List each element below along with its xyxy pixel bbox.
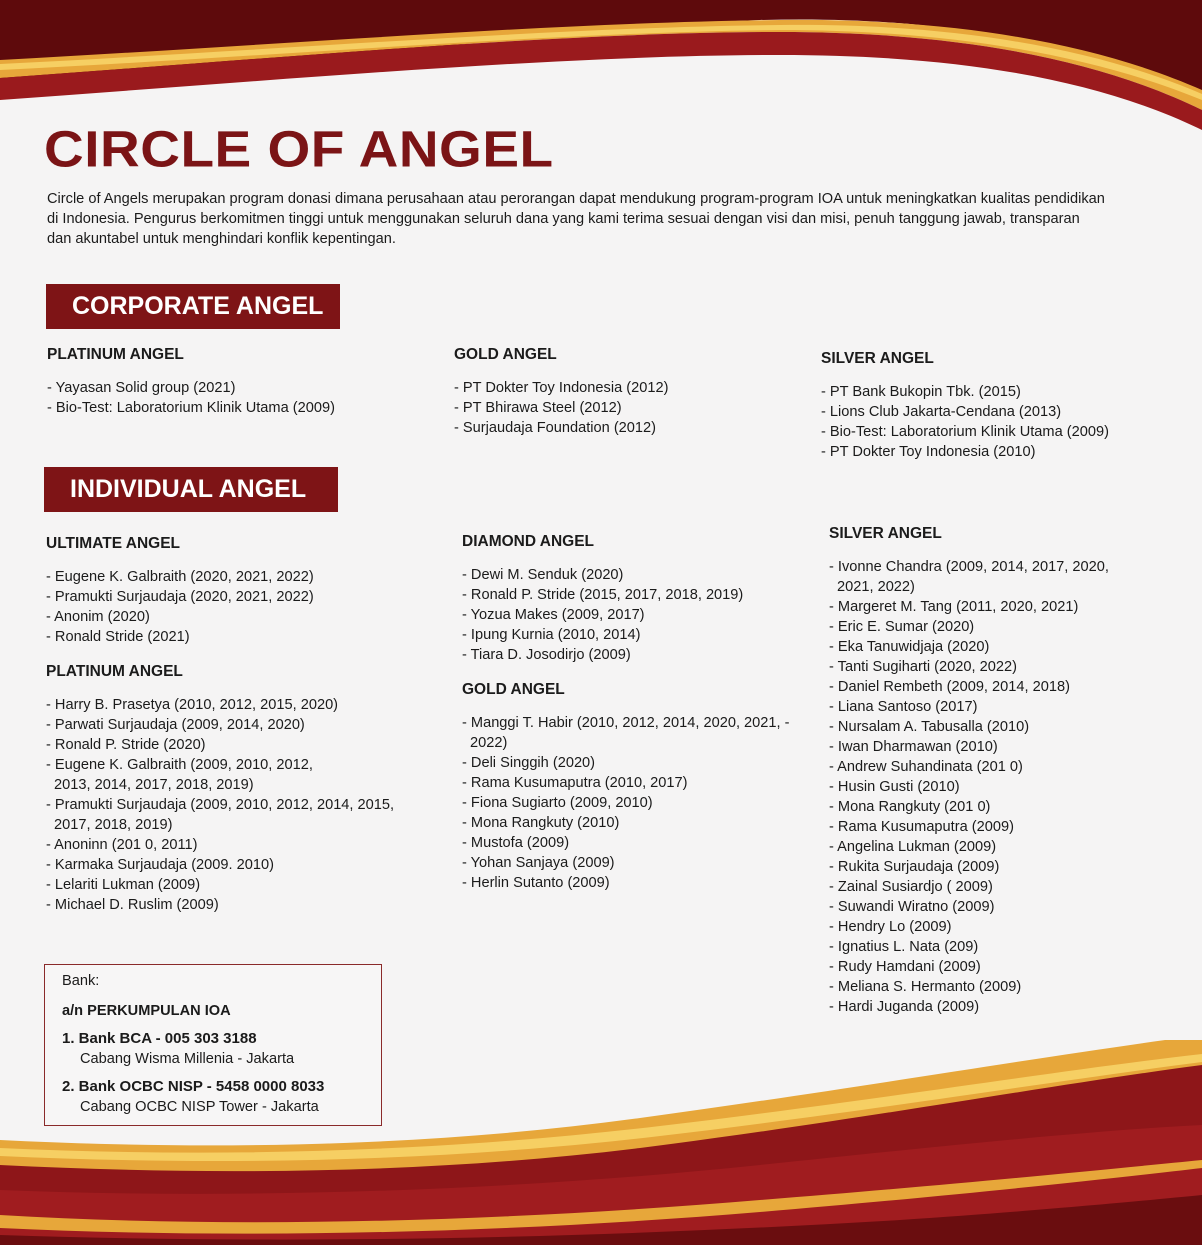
intro-paragraph: Circle of Angels merupakan program donasi dimana perusahaan atau perorangan dapat mendukung program-program IOA untuk meningkatkan kualitas pendidikan di Indonesia. Pengurus berkomitmen tinggi untuk menggunakan seluruh dana yang kami terima sesuai dengan visi dan misi, penuh tanggung jawab, transparan dan akuntabel untuk menghindari konflik kepentingan. [47,191,1105,247]
top-wave-decoration [0,0,1202,130]
list-item: - Rudy Hamdani (2009) [829,959,981,975]
list-item: - Anonim (2020) [46,609,150,625]
list-item: - Tanti Sugiharti (2020, 2022) [829,659,1017,675]
individual-gold-group [462,681,812,893]
list-item: - Eka Tanuwidjaja (2020) [829,639,990,655]
donor-list [821,382,1181,462]
list-item: - Harry B. Prasetya (2010, 2012, 2015, 2020) [46,697,339,713]
list-item: - Ignatius L. Nata (209) [829,939,979,955]
list-item: - Ronald P. Stride (2020) [46,737,206,753]
donor-list [829,557,1129,1017]
list-item: - Dewi M. Senduk (2020) [462,567,624,583]
list-item: - Bio-Test: Laboratorium Klinik Utama (2009) [47,400,335,416]
bank-label: Bank: [62,973,100,989]
list-item: - Ronald P. Stride (2015, 2017, 2018, 2019) [462,587,744,603]
list-item: - Mona Rangkuty (2010) [462,815,620,831]
donor-list [46,695,416,915]
list-item: - Eric E. Sumar (2020) [829,619,975,635]
bank-account-ocbc [62,1077,381,1117]
individual-ultimate-group [46,535,426,647]
donor-list [454,378,784,438]
corporate-angel-banner: CORPORATE ANGEL [46,284,340,329]
list-item: - Lions Club Jakarta-Cendana (2013) [821,404,1062,420]
group-title: PLATINUM ANGEL [46,663,183,680]
list-item: - Daniel Rembeth (2009, 2014, 2018) [829,679,1070,695]
list-item: - Liana Santoso (2017) [829,699,978,715]
list-item: - Yozua Makes (2009, 2017) [462,607,645,623]
list-item: - PT Bank Bukopin Tbk. (2015) [821,384,1021,400]
list-item: - Surjaudaja Foundation (2012) [454,420,657,436]
group-title: SILVER ANGEL [829,525,942,542]
list-item: - Andrew Suhandinata (201 0) [829,759,1023,775]
list-item: - Ivonne Chandra (2009, 2014, 2017, 2020, 2021, 2022) [829,559,1109,595]
corporate-platinum-group [47,346,427,418]
bank-info-box [44,964,382,1126]
group-title: ULTIMATE ANGEL [46,535,181,552]
group-title: DIAMOND ANGEL [462,533,595,550]
list-item: - Fiona Sugiarto (2009, 2010) [462,795,653,811]
list-item: - Hardi Juganda (2009) [829,999,980,1015]
individual-diamond-group [462,533,812,665]
individual-angel-banner: INDIVIDUAL ANGEL [44,467,338,512]
list-item: - Rukita Surjaudaja (2009) [829,859,1000,875]
list-item: - Iwan Dharmawan (2010) [829,739,998,755]
list-item: - Eugene K. Galbraith (2020, 2021, 2022) [46,569,314,585]
list-item: - Anoninn (201 0, 2011) [46,837,198,853]
individual-platinum-group [46,663,426,915]
list-item: - Meliana S. Hermanto (2009) [829,979,1022,995]
bank-branch: Cabang OCBC NISP Tower - Jakarta [80,1099,319,1115]
list-item: - Husin Gusti (2010) [829,779,960,795]
list-item: - Hendry Lo (2009) [829,919,952,935]
group-title: GOLD ANGEL [462,681,565,698]
list-item: - Rama Kusumaputra (2009) [829,819,1014,835]
account-holder: a/n PERKUMPULAN IOA [62,1003,231,1019]
list-item: - Tiara D. Josodirjo (2009) [462,647,631,663]
list-item: - PT Dokter Toy Indonesia (2010) [821,444,1036,460]
list-item: - Ronald Stride (2021) [46,629,190,645]
list-item: - PT Bhirawa Steel (2012) [454,400,622,416]
list-item: - Karmaka Surjaudaja (2009. 2010) [46,857,274,873]
list-item: - Parwati Surjaudaja (2009, 2014, 2020) [46,717,305,733]
bank-account-bca [62,1029,381,1069]
corporate-gold-group [454,346,784,438]
list-item: - Deli Singgih (2020) [462,755,596,771]
list-item: - Nursalam A. Tabusalla (2010) [829,719,1030,735]
list-item: - Margeret M. Tang (2011, 2020, 2021) [829,599,1079,615]
list-item: - Lelariti Lukman (2009) [46,877,201,893]
corporate-silver-group [821,350,1181,462]
list-item: - Angelina Lukman (2009) [829,839,997,855]
list-item: - Herlin Sutanto (2009) [462,875,610,891]
page-title: CIRCLE OF ANGEL [44,120,554,178]
donor-list [46,567,426,647]
list-item: - Eugene K. Galbraith (2009, 2010, 2012, 2013, 2014, 2017, 2018, 2019) [46,757,313,793]
list-item: - Manggi T. Habir (2010, 2012, 2014, 2020, 2021, - 2022) [462,715,790,751]
list-item: - Yohan Sanjaya (2009) [462,855,615,871]
bank-branch: Cabang Wisma Millenia - Jakarta [80,1051,295,1067]
group-title: GOLD ANGEL [454,346,557,363]
list-item: - Bio-Test: Laboratorium Klinik Utama (2009) [821,424,1109,440]
list-item: - Pramukti Surjaudaja (2009, 2010, 2012, 2014, 2015, 2017, 2018, 2019) [46,797,395,833]
list-item: - Michael D. Ruslim (2009) [46,897,219,913]
list-item: - Rama Kusumaputra (2010, 2017) [462,775,688,791]
donor-list [462,565,812,665]
list-item: - Mustofa (2009) [462,835,570,851]
list-item: - Suwandi Wiratno (2009) [829,899,995,915]
list-item: - Mona Rangkuty (201 0) [829,799,991,815]
list-item: - Ipung Kurnia (2010, 2014) [462,627,641,643]
donor-list [462,713,812,893]
bank-account-line: 1. Bank BCA - 005 303 3188 [62,1030,257,1047]
group-title: SILVER ANGEL [821,350,934,367]
bank-account-line: 2. Bank OCBC NISP - 5458 0000 8033 [62,1078,325,1095]
list-item: - Yayasan Solid group (2021) [47,380,236,396]
list-item: - Pramukti Surjaudaja (2020, 2021, 2022) [46,589,314,605]
individual-silver-group [829,525,1149,1017]
list-item: - Zainal Susiardjo ( 2009) [829,879,993,895]
group-title: PLATINUM ANGEL [47,346,184,363]
list-item: - PT Dokter Toy Indonesia (2012) [454,380,669,396]
donor-list [47,378,427,418]
